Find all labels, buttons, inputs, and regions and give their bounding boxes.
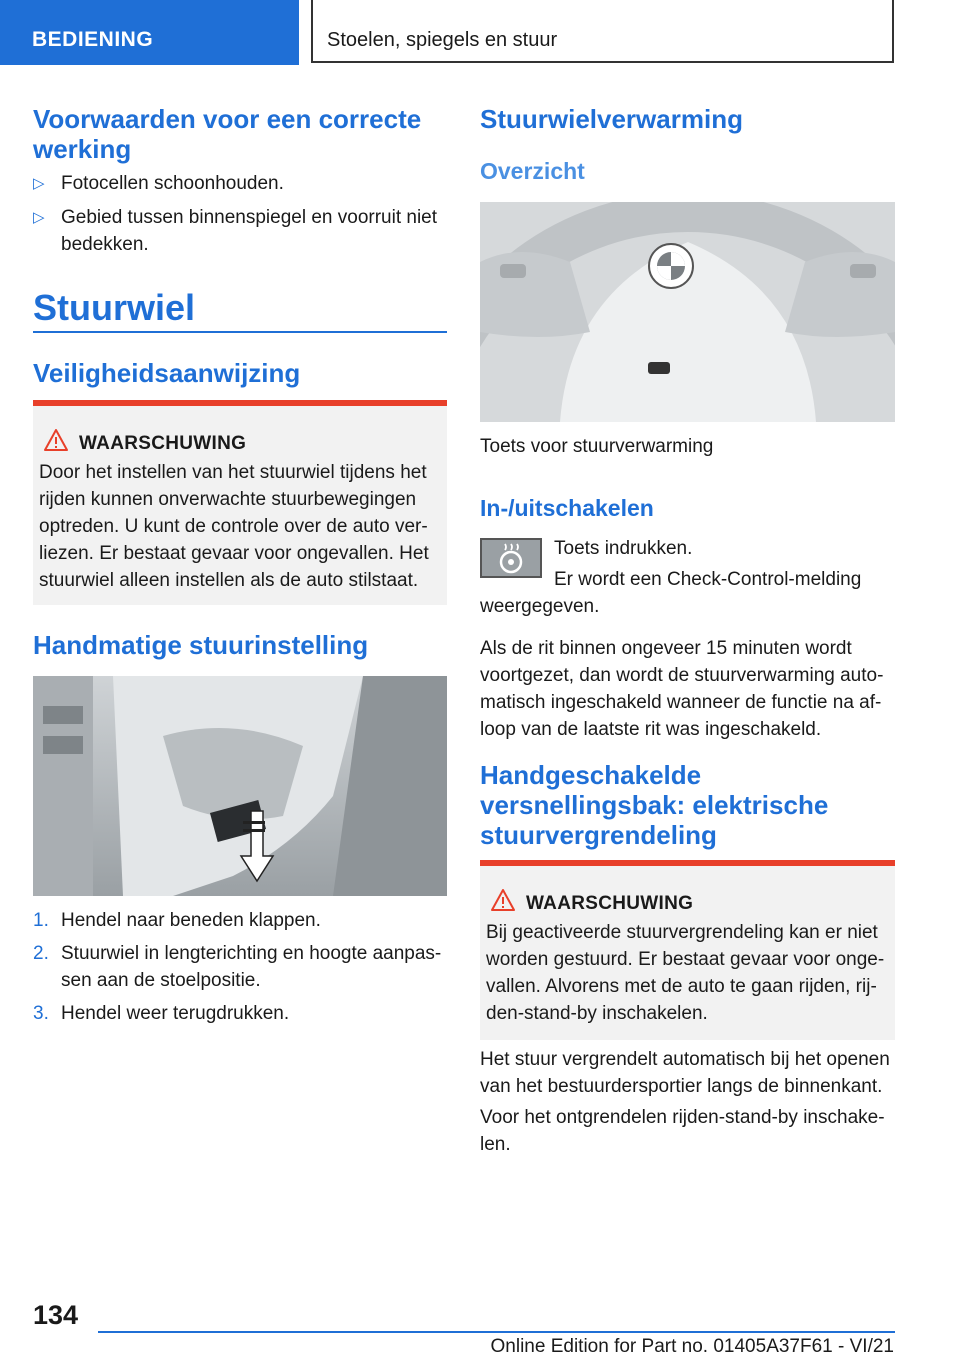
auto-paragraph: Als de rit binnen ongeveer 15 minuten wordt voortgezet, dan wordt de stuurverwarming auto-matisch ingeschakeld wanneer de functie na af-loop van de laatste rit was ingeschakeld. xyxy=(480,638,884,740)
warning-label: WAARSCHUWING xyxy=(526,893,694,914)
steps-list xyxy=(33,907,447,1027)
heading-rule xyxy=(33,331,447,333)
stuurwiel-heading: Stuurwiel xyxy=(33,287,196,328)
lock-heading: Handgeschakelde versnellingsbak: elektrische stuurvergrendeling xyxy=(480,760,829,850)
warning-text: Bij geactiveerde stuurvergrendeling kan er niet worden gestuurd. Er bestaat gevaar voor onge-vallen. Alvorens met de auto te gaan rijden, rij-den-stand-by inschakelen. xyxy=(486,922,885,1024)
page-number: 134 xyxy=(33,1300,79,1330)
warning-label: WAARSCHUWING xyxy=(79,433,247,454)
onoff-step2: Er wordt een Check-Control-melding weergegeven. xyxy=(480,569,862,617)
footer-rule xyxy=(98,1331,895,1333)
section-label: BEDIENING xyxy=(32,28,154,51)
list-item: 2. Stuurwiel in lengterichting en hoogte aanpas-sen aan de stoelpositie. xyxy=(33,943,442,991)
heating-heading: Stuurwielverwarming xyxy=(480,104,743,134)
chapter-header xyxy=(311,0,894,63)
list-item: 1. Hendel naar beneden klappen. xyxy=(33,910,321,931)
list-item: ▷ Fotocellen schoonhouden. xyxy=(33,170,447,197)
section-tab xyxy=(0,0,299,65)
list-item: 3. Hendel weer terugdrukken. xyxy=(33,1003,290,1024)
lock-paragraph-1: Het stuur vergrendelt automatisch bij het openen van het bestuurdersportier langs de binnenkant. xyxy=(480,1049,890,1097)
warning-triangle-icon xyxy=(490,888,516,912)
bullet-triangle-icon: ▷ xyxy=(33,175,45,192)
manual-heading: Handmatige stuurinstelling xyxy=(33,630,369,660)
lock-paragraph-2: Voor het ontgrendelen rijden-stand-by inschake-len. xyxy=(480,1107,885,1155)
onoff-heading: In-/uitschakelen xyxy=(480,495,654,521)
safety-heading: Veiligheidsaanwijzing xyxy=(33,358,301,388)
warning-box xyxy=(33,400,447,605)
warning-text: Door het instellen van het stuurwiel tijdens het rijden kunnen onverwachte stuurbewegingen optreden. U kunt de controle over de auto ver-liezen. Er bestaat gevaar voor ongevallen. Het stuurwiel alleen instellen als de auto stilstaat. xyxy=(39,462,429,591)
overview-heading: Overzicht xyxy=(480,158,585,184)
warning-box xyxy=(480,860,895,1040)
edition-info: Online Edition for Part no. 01405A37F61 - VI/21 xyxy=(490,1336,894,1357)
chapter-label: Stoelen, spiegels en stuur xyxy=(327,29,558,51)
onoff-step1: Toets indrukken. xyxy=(554,538,693,559)
conditions-heading: Voorwaarden voor een correcte werking xyxy=(33,104,422,164)
list-item: ▷ Gebied tussen binnenspiegel en voorruit niet bedekken. xyxy=(33,204,447,258)
steering-column-photo xyxy=(33,676,447,896)
steering-wheel-photo xyxy=(480,202,895,422)
photo-caption: Toets voor stuurverwarming xyxy=(480,436,714,457)
conditions-list xyxy=(33,170,447,265)
bullet-triangle-icon: ▷ xyxy=(33,209,45,226)
warning-triangle-icon xyxy=(43,428,69,452)
